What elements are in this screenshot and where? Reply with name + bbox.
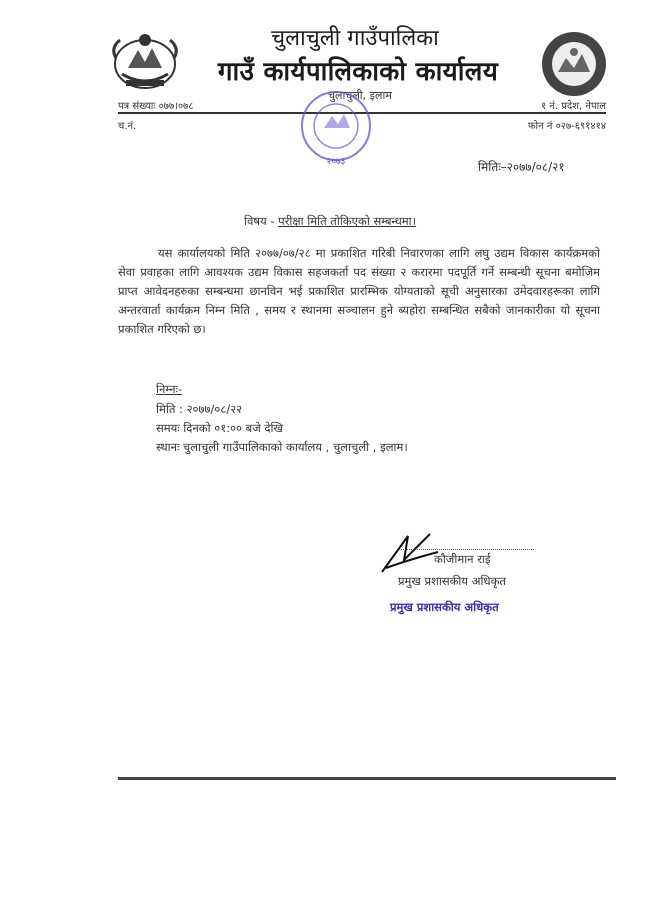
designation-stamp: प्रमुख प्रशासकीय अधिकृत bbox=[390, 600, 499, 614]
subject-prefix: विषय - bbox=[244, 214, 275, 228]
detail-time: समयः दिनको ०१:०० बजे देखि bbox=[156, 421, 283, 435]
detail-venue: स्थानः चुलाचुली गाउँपालिकाको कार्यालय , चुलाचुली , इलाम। bbox=[156, 440, 408, 454]
notice-paragraph: यस कार्यालयको मिति २०७७/०७/२८ मा प्रकाशित गरिबी निवारणका लागि लघु उद्यम विकास कार्यक्रमको सेवा प्रवाहका लागि आवश्यक उद्यम विकास सहजकर्ता पद संख्या २ करारमा पदपूर्ति गर्ने सम्बन्धी सूचना बमोजिम प्राप्त आवेदनहरुका सम्बन्धमा छानविन भई प्रकाशित प्रारम्भिक योग्यताको सूची अनुसारका उमेदवारहरूका लागि अन्तरवार्ता कार्यक्रम निम्न मिति , समय र स्थानमा सञ्चालन हुने ब्यहोरा सम्बन्धित सबैको जानकारीका यो सूचना प्रकाशित गरिएको छ। bbox=[118, 246, 600, 336]
municipality-seal-logo bbox=[540, 30, 608, 98]
nepal-emblem-logo bbox=[106, 28, 184, 94]
municipality-name: चुलाचुली गाउँपालिका bbox=[271, 26, 439, 51]
office-round-stamp bbox=[294, 88, 378, 168]
subject-line bbox=[244, 214, 416, 229]
signatory-name: कौजीमान राई bbox=[434, 552, 491, 566]
letter-date: मितिः–२०७७/०८/२१ bbox=[478, 160, 565, 174]
details-heading: निम्नः- bbox=[156, 382, 183, 396]
letter-number: पत्र संख्याः ०७७।०७८ bbox=[118, 101, 194, 112]
signatory-title: प्रमुख प्रशासकीय अधिकृत bbox=[398, 574, 506, 588]
province-text: १ नं. प्रदेश, नेपाल bbox=[540, 101, 606, 112]
dispatch-number: च.नं. bbox=[118, 121, 137, 132]
detail-date: मिति : २०७७/०८/२२ bbox=[156, 402, 243, 416]
svg-text:२०७३: २०७३ bbox=[326, 157, 346, 167]
phone-number: फोन नं ०२७-६९१४१४ bbox=[527, 121, 606, 132]
subject-text: परीक्षा मिति तोकिएको सम्बन्धमा। bbox=[278, 214, 417, 228]
office-address: चुलाचुली, इलाम bbox=[328, 89, 392, 102]
office-name: गाउँ कार्यपालिकाको कार्यालय bbox=[217, 57, 499, 87]
signature-line bbox=[398, 548, 534, 550]
footer-divider bbox=[118, 777, 616, 780]
